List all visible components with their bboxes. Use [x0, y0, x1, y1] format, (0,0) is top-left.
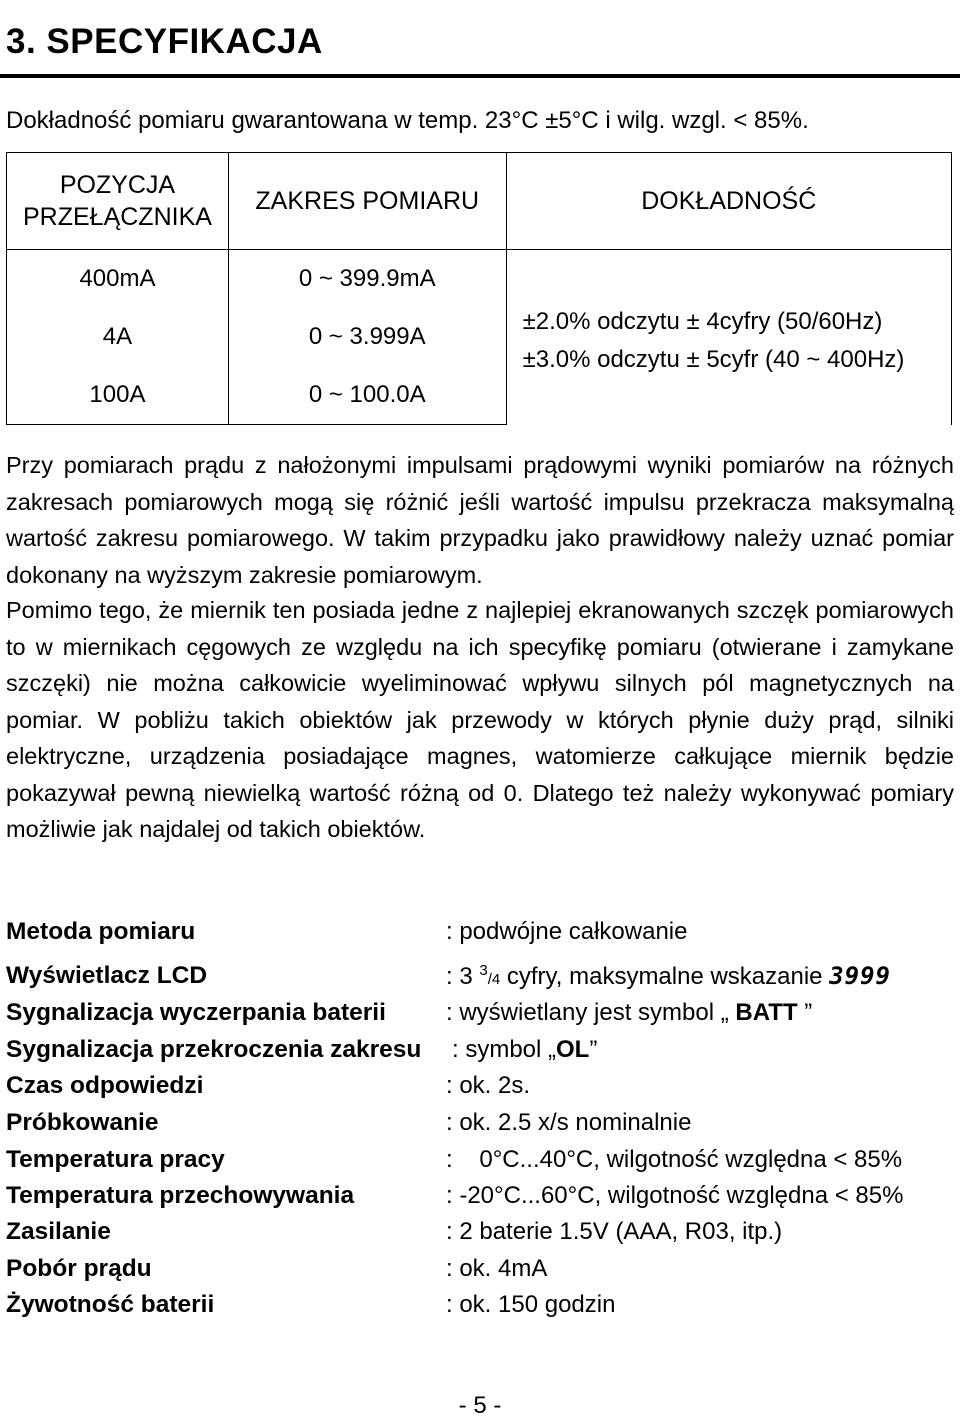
accuracy-cell: [506, 250, 951, 425]
spec-value: : 3 $^3$/4 cyfry, maksymalne wskazanie 3999: [446, 962, 891, 990]
spec-row: [6, 1291, 954, 1327]
spec-value: : 0°C...40°C, wilgotność względna < 85%: [446, 1146, 903, 1173]
spec-row: [6, 1036, 954, 1072]
spec-row: [6, 999, 954, 1035]
spec-row: [6, 1255, 954, 1291]
row-range: 0 ~ 3.999A: [228, 308, 506, 366]
spec-row: [6, 918, 954, 954]
spec-label: Czas odpowiedzi: [6, 1072, 204, 1099]
spec-row: [6, 1072, 954, 1108]
row-range: 0 ~ 399.9mA: [228, 250, 506, 309]
spec-value: : ok. 2.5 x/s nominalnie: [446, 1109, 692, 1136]
spec-label: Temperatura przechowywania: [6, 1182, 355, 1209]
accuracy-table: [6, 152, 952, 425]
spec-value: : -20°C...60°C, wilgotność względna < 85%: [446, 1182, 904, 1209]
row-position: 4A: [7, 308, 229, 366]
spec-label: Zasilanie: [6, 1218, 111, 1245]
row-position: 400mA: [7, 250, 229, 309]
accuracy-intro: Dokładność pomiaru gwarantowana w temp. 23°C ±5°C i wilg. wzgl. < 85%.: [6, 107, 809, 134]
spec-label: Żywotność baterii: [6, 1291, 215, 1318]
spec-row: [6, 1109, 954, 1145]
spec-label: Próbkowanie: [6, 1109, 159, 1136]
lcd-digits: 3999: [829, 962, 891, 990]
accuracy-line: ±2.0% odczytu ± 4cyfry (50/60Hz): [522, 308, 883, 336]
spec-value: : symbol „OL”: [452, 1036, 598, 1063]
section-title: 3. SPECYFIKACJA: [6, 22, 323, 61]
spec-label: Pobór prądu: [6, 1255, 152, 1282]
spec-row: [6, 1146, 954, 1182]
spec-label: Sygnalizacja przekroczenia zakresu: [6, 1036, 422, 1063]
row-range: 0 ~ 100.0A: [228, 366, 506, 425]
spec-value: : wyświetlany jest symbol „ BATT ”: [446, 999, 813, 1026]
paragraph-impulses: Przy pomiarach prądu z nałożonymi impulsami prądowymi wyniki pomiarów na różnych zakresach pomiarowych mogą się różnić jeśli wartość impulsu przekracza maksymalną wartość zakresu pomiarowego. W takim przypadku jako prawidłowy należy uznać pomiar dokonany na wyższym zakresie pomiarowym.: [6, 452, 954, 588]
spec-value: : ok. 2s.: [446, 1072, 531, 1099]
spec-label: Metoda pomiaru: [6, 918, 196, 945]
paragraph-magnetic-fields: Pomimo tego, że miernik ten posiada jedne z najlepiej ekranowanych szczęk pomiarowych to w miernikach cęgowych ze względu na ich specyfikę pomiaru (otwierane i zamykane szczęki) nie można całkowicie wyeliminować wpływu silnych pól magnetycznych na pomiar. W pobliżu takich obiektów jak przewody w których płynie duży prąd, silniki elektryczne, urządzenia posiadające magnes, watomierze całkujące miernik będzie pokazywał pewną niewielką wartość różną od 0. Dlatego też należy wykonywać pomiary możliwie jak najdalej od takich obiektów.: [6, 597, 954, 842]
spec-label: Sygnalizacja wyczerpania baterii: [6, 999, 386, 1026]
accuracy-line: ±3.0% odczytu ± 5cyfr (40 ~ 400Hz): [522, 346, 905, 374]
header-switch-position: POZYCJA PRZEŁĄCZNIKA: [7, 153, 229, 250]
spec-value: : 2 baterie 1.5V (AAA, R03, itp.): [446, 1218, 783, 1245]
spec-label: Temperatura pracy: [6, 1146, 225, 1173]
spec-value: : ok. 4mA: [446, 1255, 548, 1282]
title-underline: [0, 74, 960, 78]
page-number: - 5 -: [458, 1392, 502, 1419]
spec-row: [6, 1218, 954, 1254]
header-accuracy: DOKŁADNOŚĆ: [506, 153, 951, 250]
spec-row: [6, 962, 954, 998]
batt-symbol: BATT: [735, 999, 798, 1026]
table-header-row: [7, 153, 952, 250]
spec-value: : podwójne całkowanie: [446, 918, 688, 945]
row-position: 100A: [7, 366, 229, 425]
spec-row: [6, 1182, 954, 1218]
header-range: ZAKRES POMIARU: [228, 153, 506, 250]
spec-label: Wyświetlacz LCD: [6, 962, 208, 989]
spec-value: : ok. 150 godzin: [446, 1291, 616, 1318]
ol-symbol: OL: [556, 1036, 590, 1063]
table-row: [7, 250, 952, 309]
